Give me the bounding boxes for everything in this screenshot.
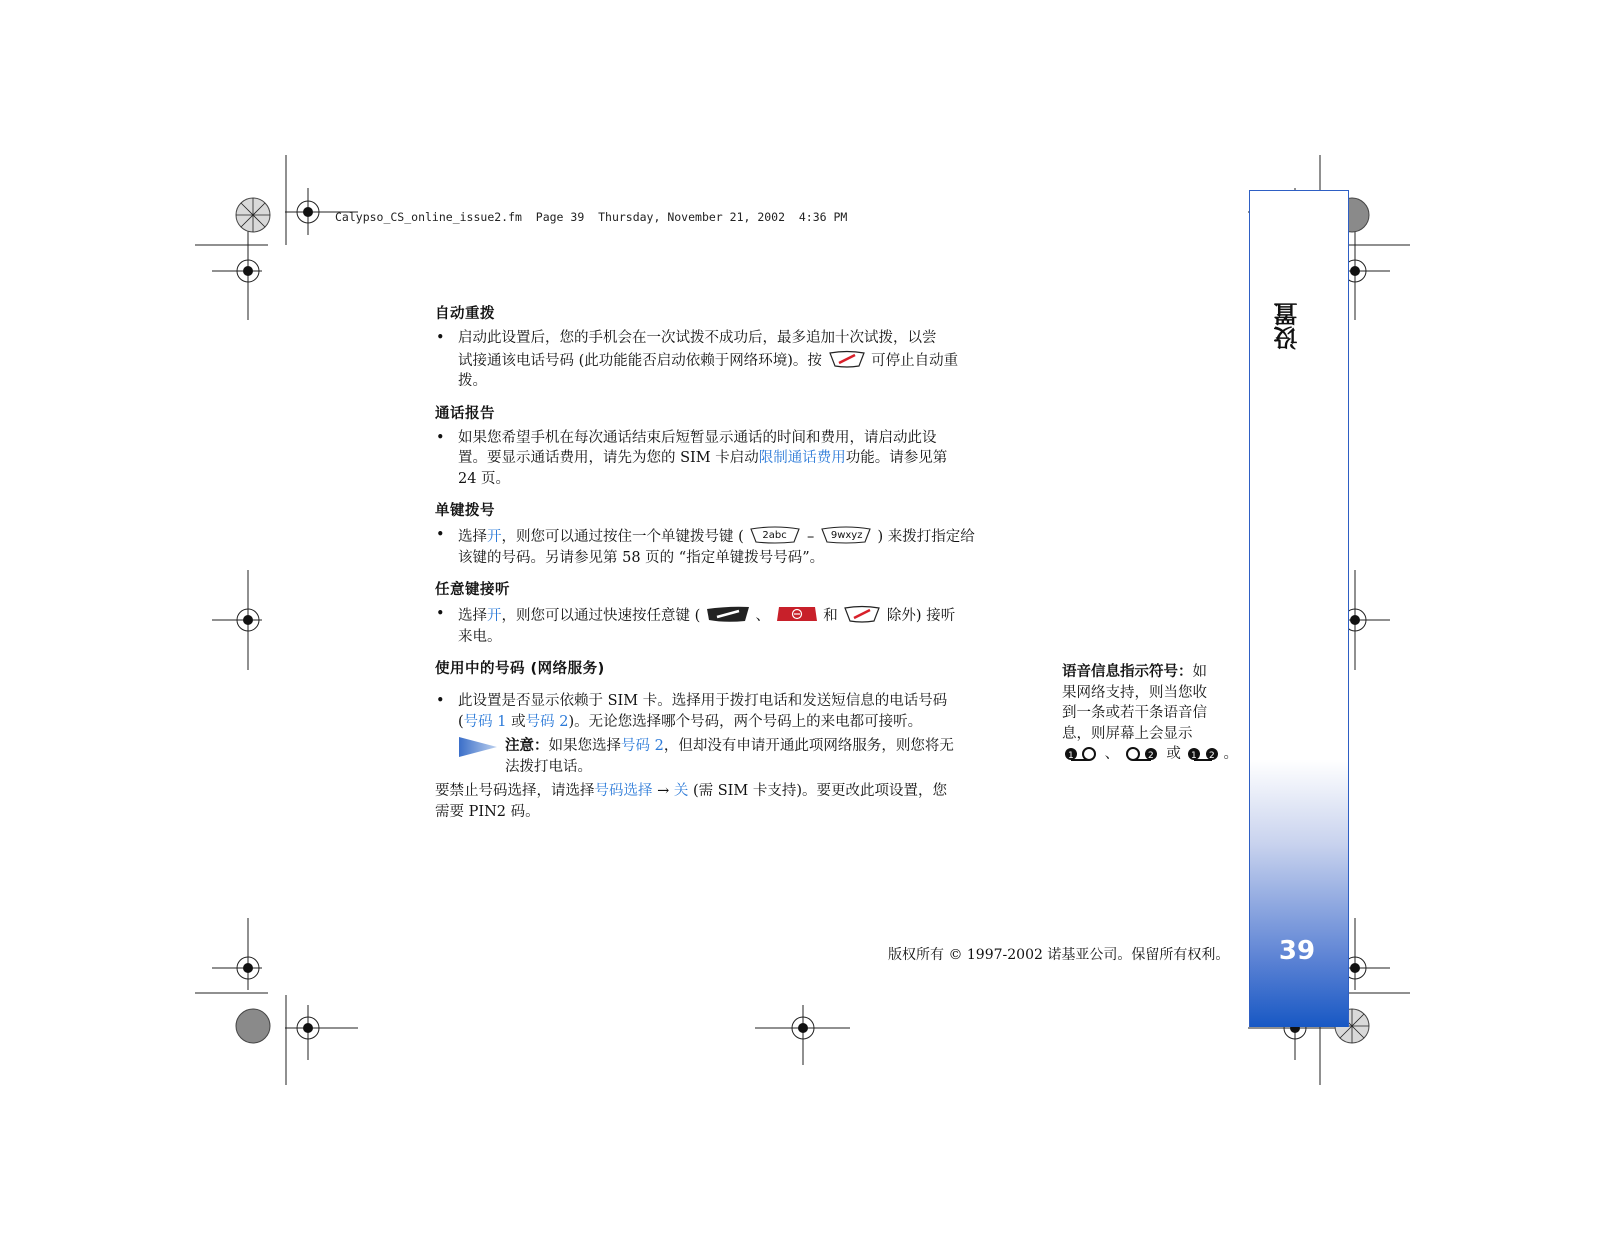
margin-note: 语音信息指示符号：如 果网络支持，则当您收 到一条或若干条语音信 息，则屏幕上会显示 1 、 2 或 1 2 。 — [1062, 664, 1238, 762]
heading-anykey-answer: 任意键接听 — [435, 582, 510, 598]
note-label: 注意： — [505, 738, 549, 754]
heading-speed-dial: 单键拨号 — [435, 503, 495, 519]
bullet-icon: • — [436, 330, 445, 346]
svg-text:1: 1 — [1191, 751, 1198, 761]
note-icon — [457, 736, 499, 758]
bullet-icon: • — [436, 606, 445, 622]
link-on[interactable]: 开 — [487, 529, 502, 545]
link-line-2[interactable]: 号码 2 — [525, 713, 569, 730]
list-item-auto-redial: • 启动此设置后，您的手机会在一次试拨不成功后，最多追加十次试拨，以尝 试接通该电话号码 (此功能能否启动依赖于网络环境)。按 可停止自动重 拨。 — [436, 330, 959, 389]
paragraph-line-selection: 要禁止号码选择，请选择号码选择 → 关 (需 SIM 卡支持)。要更改此项设置，您 需要 PIN2 码。 — [435, 783, 948, 820]
end-key-icon — [827, 349, 867, 369]
link-line-1[interactable]: 号码 1 — [463, 713, 507, 730]
voicemail-both-icon — [1185, 746, 1223, 762]
note-box: 注意：如果您选择号码 2，但却没有申请开通此项网络服务，则您将无 法拨打电话。 — [505, 736, 1055, 777]
margin-note-label: 语音信息指示符号： — [1062, 664, 1193, 680]
end-key-icon — [842, 604, 882, 624]
key-9-icon: 9wxyz — [819, 525, 873, 545]
svg-text:2: 2 — [1147, 751, 1154, 761]
bullet-icon: • — [436, 429, 445, 446]
selection-key-icon — [705, 604, 751, 624]
link-line-selection[interactable]: 号码选择 — [594, 783, 653, 799]
list-item-line-in-use: • 此设置是否显示依赖于 SIM 卡。选择用于拨打电话和发送短信息的电话号码 (号码 1 或号码 2)。无论您选择哪个号码，两个号码上的来电都可接听。 — [436, 693, 948, 730]
page-number: 39 — [1278, 936, 1316, 966]
link-off[interactable]: 关 — [673, 783, 689, 799]
chapter-title: 设置 — [1274, 302, 1302, 350]
svg-text:1: 1 — [1068, 751, 1074, 761]
bullet-icon: • — [436, 693, 445, 709]
list-item-anykey-answer: • 选择开，则您可以通过快速按任意键 ( 、 和 除外) 接听 来电。 — [436, 606, 956, 645]
list-item-call-summary: • 如果您希望手机在每次通话结束后短暂显示通话的时间和费用，请启动此设 置。要显示通话费用，请先为您的 SIM 卡启动限制通话费用功能。请参见第 24 页。 — [436, 429, 948, 487]
link-call-cost-limit[interactable]: 限制通话费用 — [758, 450, 846, 466]
file-info-header: Calypso_CS_online_issue2.fm Page 39 Thursday, November 21, 2002 4:36 PM — [335, 210, 848, 224]
link-on[interactable]: 开 — [487, 608, 502, 624]
voicemail-line2-icon — [1124, 746, 1162, 762]
svg-text:2: 2 — [1209, 751, 1216, 761]
heading-auto-redial: 自动重拨 — [435, 306, 495, 322]
copyright-footer: 版权所有 © 1997-2002 诺基亚公司。保留所有权利。 — [888, 947, 1230, 963]
main-content — [435, 302, 1055, 822]
link-line-2[interactable]: 号码 2 — [621, 738, 664, 754]
list-item-speed-dial: • 选择开，则您可以通过按住一个单键拨号键 ( 2abc – 9wxyz ) 来拨打指定给 该键的号码。另请参见第 58 页的 “指定单键拨号号码”。 — [436, 527, 975, 566]
power-key-icon — [775, 604, 819, 624]
heading-line-in-use: 使用中的号码 (网络服务) — [435, 661, 605, 677]
bullet-icon: • — [436, 527, 445, 543]
voicemail-line1-icon — [1062, 746, 1100, 762]
key-2-icon: 2abc — [748, 525, 802, 545]
heading-call-summary: 通话报告 — [435, 405, 495, 422]
